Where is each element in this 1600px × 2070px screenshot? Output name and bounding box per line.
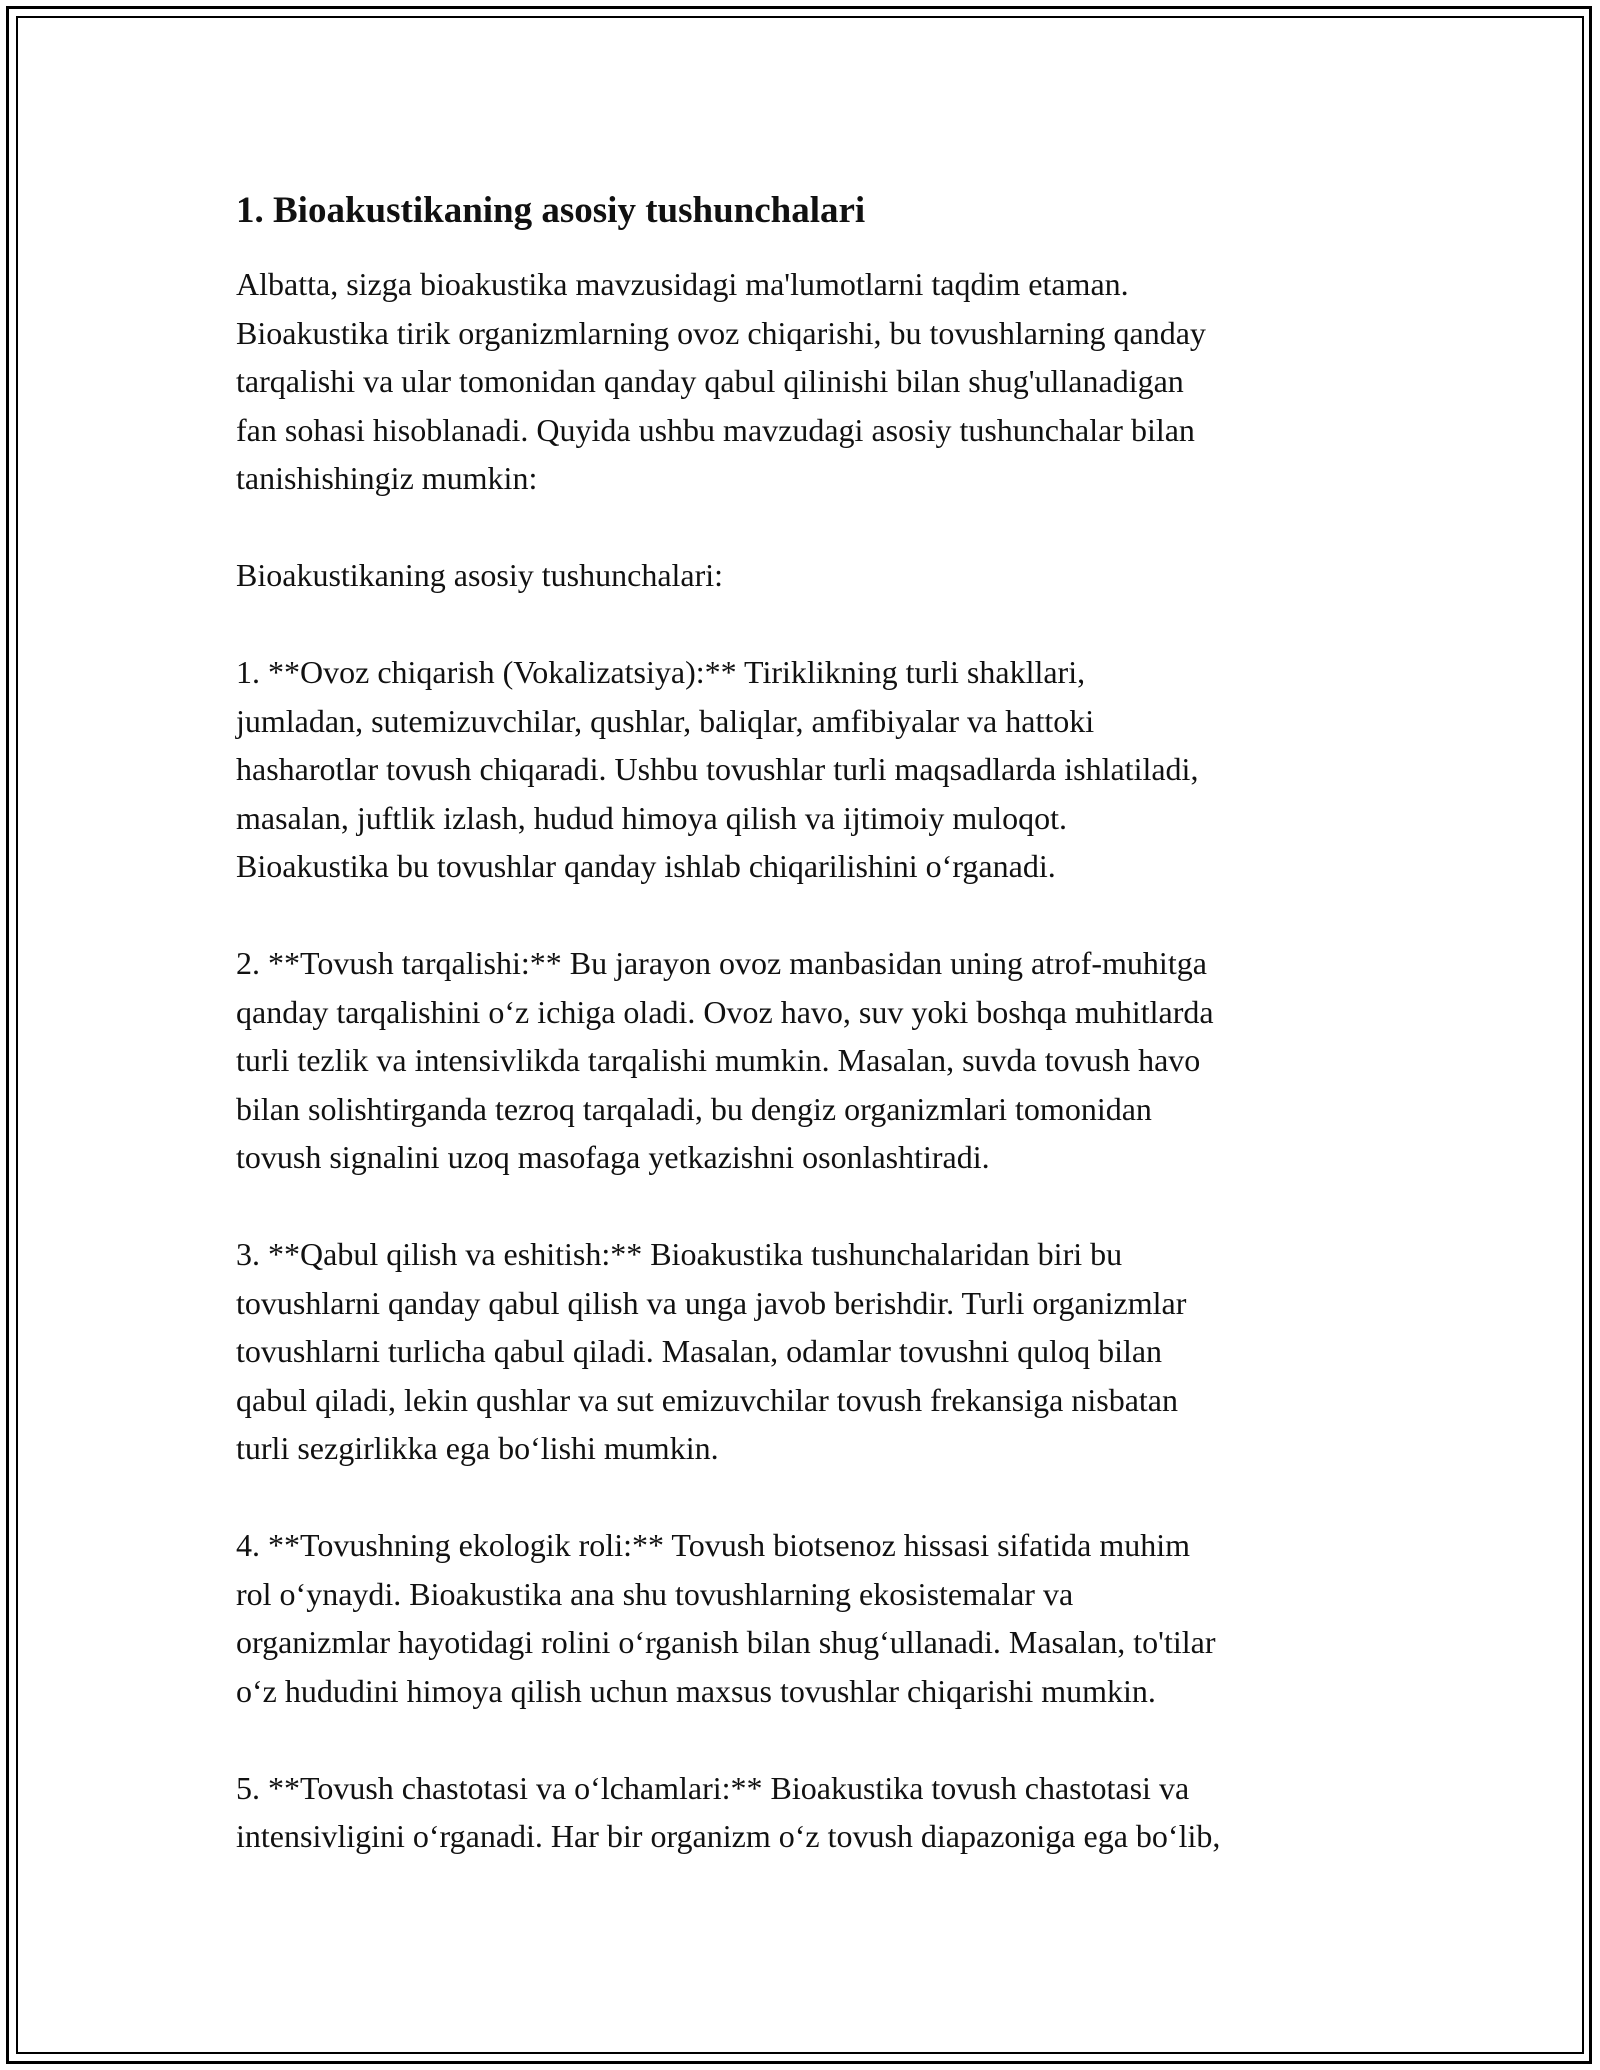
text-line: bilan solishtirganda tezroq tarqaladi, bu dengiz organizmlari tomonidan [236, 1090, 1152, 1127]
text-line: rol o‘ynaydi. Bioakustika ana shu tovushlarning ekosistemalar va [236, 1575, 1074, 1612]
text-line: Bioakustika bu tovushlar qanday ishlab chiqarilishini o‘rganadi. [236, 848, 1056, 884]
text-line: 3. **Qabul qilish va eshitish:** Bioakustika tushunchalaridan biri bu [236, 1236, 1123, 1272]
text-line: 2. **Tovush tarqalishi:** Bu jarayon ovoz manbasidan uning atrof-muhitga [236, 945, 1207, 981]
list-item-paragraph [236, 939, 1396, 1182]
text-line: masalan, juftlik izlash, hudud himoya qilish va ijtimoiy muloqot. [236, 799, 1068, 836]
list-item-paragraph [236, 1764, 1396, 1861]
text-line: tovush signalini uzoq masofaga yetkazishni osonlashtiradi. [236, 1139, 990, 1175]
text-line: tanishishingiz mumkin: [236, 460, 538, 496]
subheading-paragraph [236, 551, 1396, 600]
text-line: organizmlar hayotidagi rolini o‘rganish bilan shug‘ullanadi. Masalan, to'tilar [236, 1624, 1216, 1660]
section-heading: 1. Bioakustikaning asosiy tushunchalari [236, 190, 866, 231]
list-item-paragraph [236, 1230, 1396, 1473]
text-line: Bioakustika tirik organizmlarning ovoz chiqarishi, bu tovushlarning qanday [236, 314, 1206, 351]
text-line: 1. **Ovoz chiqarish (Vokalizatsiya):** Tiriklikning turli shakllari, [236, 654, 1086, 690]
text-line: 4. **Tovushning ekologik roli:** Tovush biotsenoz hissasi sifatida muhim [236, 1527, 1190, 1563]
document-body [236, 186, 1396, 1909]
intro-paragraph [236, 260, 1396, 503]
text-line: hasharotlar tovush chiqaradi. Ushbu tovushlar turli maqsadlarda ishlatiladi, [236, 751, 1199, 787]
text-line: jumladan, sutemizuvchilar, qushlar, baliqlar, amfibiyalar va hattoki [236, 702, 1095, 739]
text-line: Albatta, sizga bioakustika mavzusidagi ma'lumotlarni taqdim etaman. [236, 266, 1129, 302]
text-line: turli tezlik va intensivlikda tarqalishi mumkin. Masalan, suvda tovush havo [236, 1042, 1201, 1078]
text-line: qabul qiladi, lekin qushlar va sut emizuvchilar tovush frekansiga nisbatan [236, 1381, 1178, 1418]
text-line: o‘z hududini himoya qilish uchun maxsus tovushlar chiqarishi mumkin. [236, 1672, 1156, 1709]
text-line: 5. **Tovush chastotasi va o‘lchamlari:** Bioakustika tovush chastotasi va [236, 1769, 1190, 1806]
text-line: qanday tarqalishini o‘z ichiga oladi. Ovoz havo, suv yoki boshqa muhitlarda [236, 993, 1214, 1030]
text-line: tovushlarni turlicha qabul qiladi. Masalan, odamlar tovushni quloq bilan [236, 1333, 1163, 1369]
text-line: fan sohasi hisoblanadi. Quyida ushbu mavzudagi asosiy tushunchalar bilan [236, 411, 1195, 448]
text-line: intensivligini o‘rganadi. Har bir organizm o‘z tovush diapazoniga ega bo‘lib, [236, 1818, 1221, 1854]
text-line: Bioakustikaning asosiy tushunchalari: [236, 557, 724, 593]
text-line: turli sezgirlikka ega bo‘lishi mumkin. [236, 1430, 719, 1466]
list-item-paragraph [236, 1521, 1396, 1715]
list-item-paragraph [236, 648, 1396, 891]
text-line: tovushlarni qanday qabul qilish va unga javob berishdir. Turli organizmlar [236, 1284, 1187, 1321]
text-line: tarqalishi va ular tomonidan qanday qabul qilinishi bilan shug'ullanadigan [236, 363, 1184, 399]
